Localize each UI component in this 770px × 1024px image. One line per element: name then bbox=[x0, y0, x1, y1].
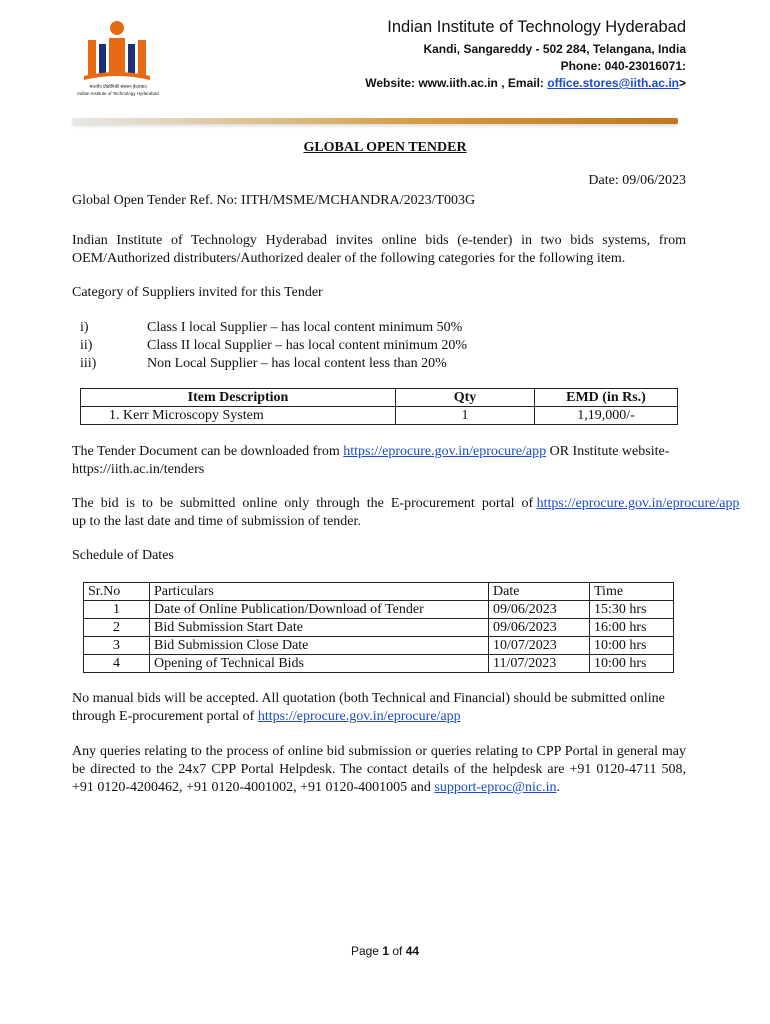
date: 09/06/2023 bbox=[489, 619, 590, 637]
total-pages: 44 bbox=[405, 944, 420, 958]
institute-phone: Phone: 040-23016071: bbox=[560, 59, 686, 73]
column-header: Item Description bbox=[81, 389, 396, 407]
institute-address: Kandi, Sangareddy - 502 284, Telangana, India bbox=[423, 42, 686, 56]
email-suffix: > bbox=[678, 76, 686, 90]
eprocure-link[interactable]: https://eprocure.gov.in/eprocure/app bbox=[257, 709, 461, 724]
manual-bids-paragraph bbox=[72, 690, 686, 726]
column-header: Particulars bbox=[150, 583, 489, 601]
list-text: Non Local Supplier – has local content less than 20% bbox=[147, 356, 447, 371]
column-header: Sr.No bbox=[84, 583, 150, 601]
page-of: of bbox=[389, 944, 406, 958]
support-email-link[interactable]: support-eproc@nic.in bbox=[434, 780, 557, 795]
download-text: The Tender Document can be downloaded from bbox=[72, 444, 344, 459]
email-link[interactable]: office.stores@iith.ac.in bbox=[547, 76, 679, 90]
item-description: 1. Kerr Microscopy System bbox=[81, 407, 396, 425]
particulars: Bid Submission Close Date bbox=[150, 637, 489, 655]
date: 10/07/2023 bbox=[489, 637, 590, 655]
time: 15:30 hrs bbox=[590, 601, 674, 619]
logo-caption-english: Indian Institute of Technology Hyderabad bbox=[77, 90, 159, 96]
letterhead bbox=[365, 18, 686, 92]
particulars: Bid Submission Start Date bbox=[150, 619, 489, 637]
item-qty: 1 bbox=[396, 407, 535, 425]
current-page: 1 bbox=[382, 944, 389, 958]
table-row bbox=[84, 637, 674, 655]
institute-name: Indian Institute of Technology Hyderabad bbox=[387, 18, 686, 36]
eprocure-link[interactable]: https://eprocure.gov.in/eprocure/app bbox=[536, 496, 740, 511]
eprocure-link[interactable]: https://eprocure.gov.in/eprocure/app bbox=[343, 444, 547, 459]
list-number: ii) bbox=[80, 338, 93, 353]
particulars: Date of Online Publication/Download of Tender bbox=[150, 601, 489, 619]
schedule-heading: Schedule of Dates bbox=[72, 548, 174, 563]
list-text: Class II local Supplier – has local content minimum 20% bbox=[147, 338, 467, 353]
particulars: Opening of Technical Bids bbox=[150, 655, 489, 673]
table-header-row bbox=[84, 583, 674, 601]
table-row bbox=[84, 655, 674, 673]
category-heading: Category of Suppliers invited for this Tender bbox=[72, 285, 323, 300]
sr-no: 2 bbox=[84, 619, 150, 637]
sr-no: 4 bbox=[84, 655, 150, 673]
download-paragraph bbox=[72, 443, 686, 479]
list-item bbox=[72, 319, 672, 337]
queries-paragraph bbox=[72, 743, 686, 797]
column-header: Time bbox=[590, 583, 674, 601]
logo-caption bbox=[68, 84, 168, 97]
items-table bbox=[80, 388, 678, 425]
column-header: Qty bbox=[396, 389, 535, 407]
document-date: Date: 09/06/2023 bbox=[588, 173, 686, 188]
table-row bbox=[84, 601, 674, 619]
queries-suffix: . bbox=[556, 780, 561, 795]
logo-caption-hindi: भारतीय प्रौद्योगिकी संस्थान हैदराबाद bbox=[89, 84, 147, 89]
document-title: GLOBAL OPEN TENDER bbox=[303, 140, 467, 155]
column-header: EMD (in Rs.) bbox=[535, 389, 678, 407]
intro-paragraph: Indian Institute of Technology Hyderabad invites online bids (e-tender) in two bids systems, from OEM/Authorized distributers/Authorized dealer of the following categories for the following item. bbox=[72, 233, 686, 266]
list-number: i) bbox=[80, 320, 89, 335]
submit-text: The bid is to be submitted online only through the E-procurement portal of bbox=[72, 496, 537, 511]
list-text: Class I local Supplier – has local content minimum 50% bbox=[147, 320, 463, 335]
page-label: Page bbox=[350, 944, 383, 958]
sr-no: 3 bbox=[84, 637, 150, 655]
date: 11/07/2023 bbox=[489, 655, 590, 673]
date: 09/06/2023 bbox=[489, 601, 590, 619]
submit-suffix: up to the last date and time of submission of tender. bbox=[72, 514, 361, 529]
item-emd: 1,19,000/- bbox=[535, 407, 678, 425]
time: 16:00 hrs bbox=[590, 619, 674, 637]
institute-web-email bbox=[365, 75, 686, 92]
table-row bbox=[84, 619, 674, 637]
list-number: iii) bbox=[80, 356, 97, 371]
list-item bbox=[72, 355, 672, 373]
queries-text: Any queries relating to the process of online bid submission or queries relating to CPP Portal in general may be directed to the 24x7 CPP Portal Helpdesk. The contact details of the helpdesk are +91 0120-4711 508, +91 0120-4200462, +91 0120-4001002, +91 0120-4001005 and bbox=[72, 744, 686, 795]
column-header: Date bbox=[489, 583, 590, 601]
time: 10:00 hrs bbox=[590, 637, 674, 655]
tender-reference: Global Open Tender Ref. No: IITH/MSME/MCHANDRA/2023/T003G bbox=[72, 193, 476, 208]
list-item bbox=[72, 337, 672, 355]
schedule-table bbox=[83, 582, 674, 673]
time: 10:00 hrs bbox=[590, 655, 674, 673]
table-row bbox=[81, 407, 678, 425]
manual-text: No manual bids will be accepted. All quotation (both Technical and Financial) should be submitted online through E-procurement portal of bbox=[72, 691, 665, 724]
header-divider bbox=[72, 118, 678, 124]
table-header-row bbox=[81, 389, 678, 407]
category-list bbox=[72, 319, 672, 373]
submit-paragraph bbox=[72, 495, 740, 531]
page-number bbox=[0, 944, 770, 958]
sr-no: 1 bbox=[84, 601, 150, 619]
website-label: Website: www.iith.ac.in , Email: bbox=[365, 76, 548, 90]
download-suffix: OR Institute website- https://iith.ac.in/tenders bbox=[72, 444, 670, 477]
